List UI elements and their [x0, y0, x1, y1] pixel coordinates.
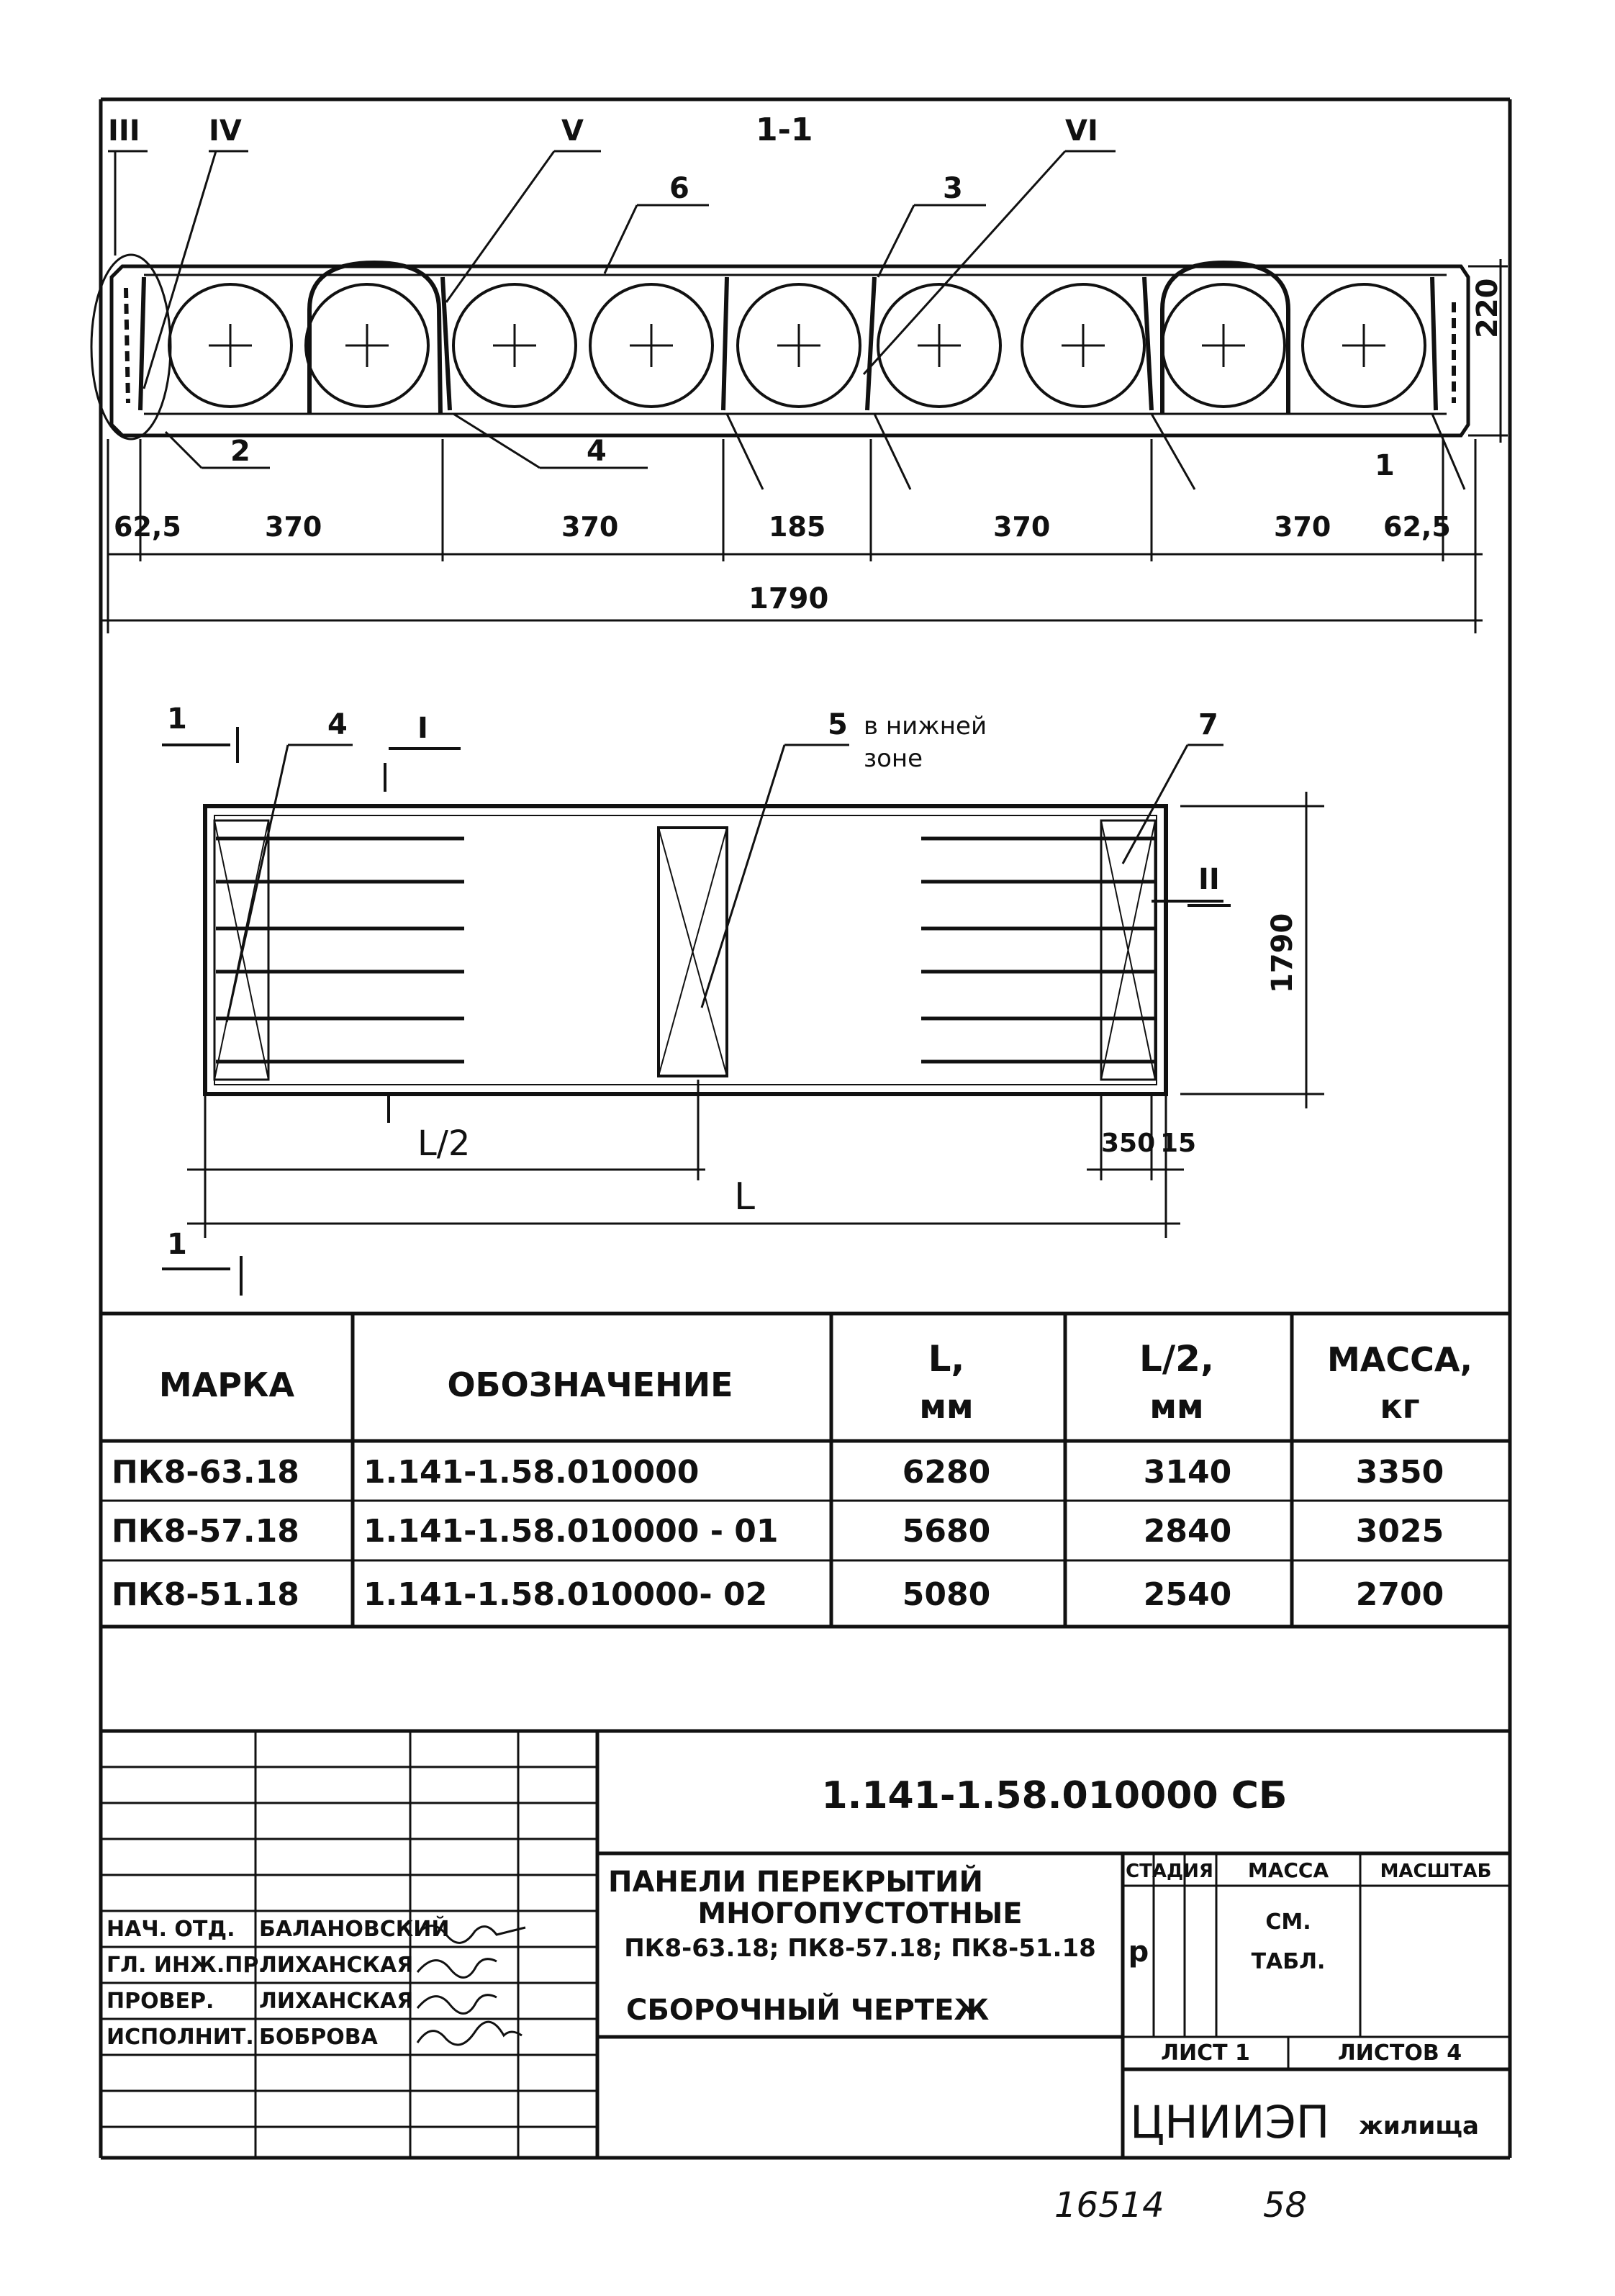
header-L2-2: мм — [1149, 1387, 1204, 1426]
void-crosses — [209, 324, 1385, 367]
header-L2-1: L/2, — [1139, 1338, 1214, 1380]
title-block — [101, 1731, 1510, 2158]
signatures — [417, 1926, 525, 2046]
callout-5-note-1: в нижней — [864, 712, 987, 741]
org-sub: жилища — [1359, 2112, 1479, 2141]
row-mass: 3025 — [1355, 1513, 1444, 1550]
footer-right: 58 — [1263, 2185, 1308, 2225]
row-mark: ПК8-63.18 — [112, 1454, 299, 1491]
row-mark: ПК8-57.18 — [112, 1513, 299, 1550]
table-row — [112, 1576, 1444, 1613]
plan-outline — [205, 806, 1166, 1094]
header-mark: МАРКА — [158, 1365, 295, 1404]
row-L: 6280 — [902, 1454, 991, 1491]
signature — [417, 1995, 497, 2014]
stage-value: р — [1128, 1935, 1149, 1969]
section-mark-top: 1 — [167, 702, 187, 736]
dim-370-c: 370 — [993, 511, 1051, 543]
staff-name: ЛИХАНСКАЯ — [259, 1989, 414, 2014]
callout-1: 1 — [1375, 449, 1395, 482]
stage-label: СТАДИЯ — [1126, 1861, 1213, 1882]
staff-role: ИСПОЛНИТ. — [107, 2025, 254, 2050]
drawing-type: СБОРОЧНЫЙ ЧЕРТЕЖ — [626, 1994, 990, 2027]
section-1-1 — [91, 112, 1508, 633]
row-designation: 1.141-1.58.010000 - 01 — [363, 1513, 779, 1550]
plan-rebars — [216, 839, 1155, 1062]
row-L: 5080 — [902, 1576, 991, 1613]
plan-dimension-lines — [187, 792, 1324, 1238]
slab-section-outline — [112, 266, 1468, 435]
callout-2: 2 — [230, 435, 250, 468]
signature — [417, 2022, 522, 2045]
dim-185: 185 — [769, 511, 826, 543]
section-dimension-lines — [101, 259, 1508, 633]
mass-label: МАССА — [1247, 1858, 1329, 1882]
callout-4-plan: 4 — [327, 708, 348, 741]
organization-logo — [1130, 2096, 1479, 2148]
row-L: 5680 — [902, 1513, 991, 1550]
row-designation: 1.141-1.58.010000 — [363, 1454, 700, 1491]
sheet-label: ЛИСТ 1 — [1161, 2040, 1250, 2066]
table-row — [112, 1513, 1444, 1550]
dim-370-d: 370 — [1274, 511, 1331, 543]
header-L-1: L, — [928, 1338, 965, 1380]
dim-62-5-left: 62,5 — [114, 511, 181, 543]
height-dim: 220 — [1471, 278, 1504, 338]
sheet-frame — [101, 99, 1510, 2158]
sheets-label: ЛИСТОВ 4 — [1337, 2040, 1462, 2066]
signature — [417, 1959, 497, 1978]
mass-value-1: СМ. — [1265, 1909, 1311, 1935]
dim-62-5-right: 62,5 — [1383, 511, 1451, 543]
plan-inner-outline — [214, 815, 1157, 1085]
callout-v: V — [561, 114, 584, 148]
row-designation: 1.141-1.58.010000- 02 — [363, 1576, 768, 1613]
drawing-name-2: МНОГОПУСТОТНЫЕ — [697, 1897, 1023, 1930]
scale-label: МАСШТАБ — [1380, 1861, 1492, 1882]
plan-view — [162, 702, 1324, 1296]
staff-role: НАЧ. ОТД. — [107, 1917, 235, 1942]
length-dim: L — [734, 1175, 755, 1219]
section-labels — [108, 112, 1504, 615]
header-mass-2: кг — [1380, 1387, 1420, 1426]
drawing-name-3: ПК8-63.18; ПК8-57.18; ПК8-51.18 — [624, 1934, 1096, 1963]
drawing-name-1: ПАНЕЛИ ПЕРЕКРЫТИЙ — [608, 1866, 983, 1899]
dim-15: 15 — [1160, 1129, 1197, 1158]
org-main: ЦНИИЭП — [1130, 2096, 1330, 2148]
plan-width-dim: 1790 — [1266, 913, 1299, 993]
mark-ii: II — [1198, 863, 1220, 896]
footer-left: 16514 — [1054, 2185, 1164, 2225]
row-mass: 3350 — [1355, 1454, 1444, 1491]
row-mass: 2700 — [1355, 1576, 1444, 1613]
callout-5-note-2: зоне — [864, 744, 923, 773]
callout-vi: VI — [1065, 114, 1098, 148]
row-mark: ПК8-51.18 — [112, 1576, 299, 1613]
mark-i: I — [417, 712, 428, 745]
section-mark-bottom: 1 — [167, 1228, 187, 1261]
staff-name: ЛИХАНСКАЯ — [259, 1953, 414, 1978]
plan-marks — [162, 727, 1231, 1296]
spec-table — [101, 1314, 1510, 1627]
half-length-dim: L/2 — [417, 1124, 471, 1164]
header-designation: ОБОЗНАЧЕНИЕ — [447, 1365, 733, 1404]
row-L2: 3140 — [1143, 1454, 1232, 1491]
callout-5-plan: 5 — [828, 708, 848, 741]
mass-value-2: ТАБЛ. — [1251, 1949, 1326, 1974]
section-title: 1-1 — [756, 112, 813, 148]
callout-4: 4 — [587, 435, 607, 468]
dim-350: 350 — [1101, 1129, 1156, 1158]
staff-role: ПРОВЕР. — [107, 1989, 214, 2014]
detail-circle — [91, 255, 171, 439]
staff-name: БАЛАНОВСКИЙ — [259, 1917, 450, 1942]
header-L-2: мм — [919, 1387, 974, 1426]
staff-name: БОБРОВА — [259, 2025, 378, 2050]
table-row — [112, 1454, 1444, 1491]
document-code: 1.141-1.58.010000 СБ — [821, 1774, 1288, 1817]
dim-370-a: 370 — [265, 511, 322, 543]
row-L2: 2840 — [1143, 1513, 1232, 1550]
plan-labels — [167, 702, 1299, 1261]
header-mass-1: МАССА, — [1327, 1340, 1472, 1379]
callout-iv: IV — [209, 114, 242, 148]
total-width-dim: 1790 — [748, 582, 829, 615]
callout-7-plan: 7 — [1198, 708, 1218, 741]
dim-370-b: 370 — [561, 511, 619, 543]
staff-role: ГЛ. ИНЖ.ПР. — [107, 1953, 267, 1978]
callout-3: 3 — [943, 172, 963, 205]
footer-notes — [1054, 2185, 1307, 2225]
callout-iii: III — [108, 114, 140, 148]
callout-6: 6 — [669, 172, 689, 205]
row-L2: 2540 — [1143, 1576, 1232, 1613]
